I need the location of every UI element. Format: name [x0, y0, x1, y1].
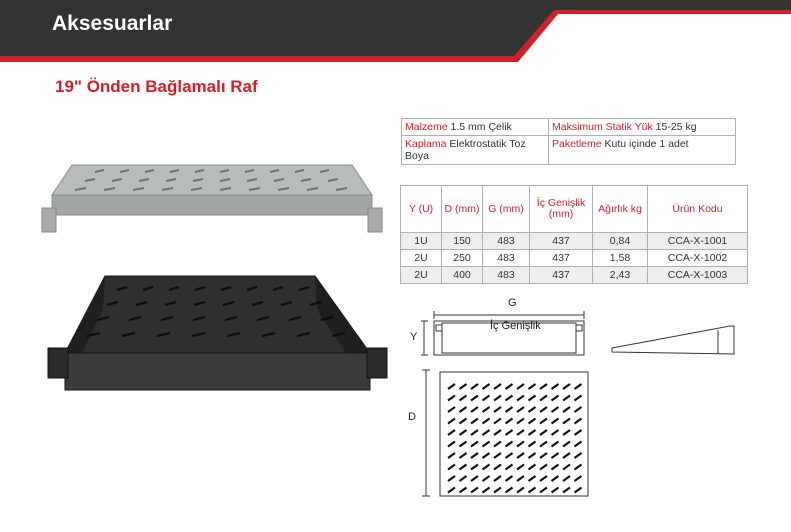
vent-slot	[448, 419, 455, 424]
vent-slot	[448, 465, 455, 470]
vent-slot	[471, 430, 478, 435]
vent-slot	[471, 476, 478, 481]
vent-slot	[540, 384, 547, 389]
spec-material-label: Malzeme	[405, 121, 448, 133]
vent-slot	[529, 396, 536, 401]
vent-slot	[460, 384, 467, 389]
vent-slot	[483, 419, 490, 424]
vent-slot	[494, 465, 501, 470]
table-header-cell: İç Genişlik (mm)	[530, 186, 593, 233]
spec-coating-label: Kaplama	[405, 138, 447, 150]
depth-label: D	[408, 411, 416, 423]
vent-slot	[494, 442, 501, 447]
table-header-cell: Y (U)	[401, 186, 442, 233]
spec-material-value: 1.5 mm Çelik	[450, 121, 512, 133]
table-row	[401, 267, 748, 284]
vent-slot	[540, 465, 547, 470]
vent-slot	[575, 419, 582, 424]
vent-slot	[494, 476, 501, 481]
vent-slot	[540, 488, 547, 493]
table-header-row	[401, 186, 748, 233]
vent-slot	[506, 476, 513, 481]
vent-slot	[517, 442, 524, 447]
vent-slot	[471, 442, 478, 447]
vent-slot	[460, 407, 467, 412]
front-view-drawing	[420, 305, 590, 365]
table-cell: 437	[530, 233, 593, 250]
vent-slot	[517, 396, 524, 401]
vent-slot	[483, 465, 490, 470]
vent-slot	[552, 442, 559, 447]
vent-slot	[460, 453, 467, 458]
vent-slot	[563, 488, 570, 493]
vent-slot	[448, 407, 455, 412]
vent-slot	[460, 476, 467, 481]
vent-slot	[471, 453, 478, 458]
vent-slot	[448, 396, 455, 401]
table-cell: 1,58	[593, 250, 648, 267]
vent-slot	[563, 407, 570, 412]
table-cell: 437	[530, 267, 593, 284]
vent-slot	[448, 476, 455, 481]
vent-slot	[575, 384, 582, 389]
spec-max-load-cell	[549, 119, 736, 136]
table-cell: 400	[442, 267, 483, 284]
table-header-cell: D (mm)	[442, 186, 483, 233]
vent-slot	[517, 453, 524, 458]
width-label: G	[508, 297, 517, 309]
vent-slot	[471, 384, 478, 389]
vent-slot	[460, 396, 467, 401]
vent-slot	[494, 407, 501, 412]
vent-slot	[471, 488, 478, 493]
vent-slot	[575, 396, 582, 401]
vent-slot	[460, 442, 467, 447]
vent-slot	[460, 465, 467, 470]
vent-slot	[506, 430, 513, 435]
vent-slot	[448, 430, 455, 435]
vent-slot	[552, 465, 559, 470]
vent-slot	[552, 453, 559, 458]
vent-slot	[540, 396, 547, 401]
vent-slot	[517, 384, 524, 389]
vent-slot	[483, 453, 490, 458]
vent-slot	[506, 465, 513, 470]
vent-slot	[506, 419, 513, 424]
vent-slot	[517, 430, 524, 435]
vent-slot	[471, 396, 478, 401]
vent-slot	[540, 453, 547, 458]
height-label: Y	[410, 331, 418, 343]
vent-slot	[529, 488, 536, 493]
header-bar	[0, 0, 791, 62]
vent-slot	[471, 419, 478, 424]
product-table	[400, 185, 748, 284]
spec-coating-cell	[402, 136, 549, 165]
vent-slot	[460, 419, 467, 424]
vent-slot	[563, 396, 570, 401]
vent-slot	[540, 419, 547, 424]
table-cell: 1U	[401, 233, 442, 250]
vent-slot	[494, 488, 501, 493]
vent-slot	[506, 396, 513, 401]
top-view-drawing	[418, 368, 598, 498]
table-row	[401, 250, 748, 267]
vent-slot	[529, 407, 536, 412]
table-cell: 0,84	[593, 233, 648, 250]
table-cell: 483	[483, 233, 530, 250]
vent-slot	[563, 476, 570, 481]
vent-slot	[517, 476, 524, 481]
table-cell: 2U	[401, 267, 442, 284]
vent-slot	[529, 419, 536, 424]
vent-slot	[575, 407, 582, 412]
vent-slot	[471, 465, 478, 470]
vent-slot	[517, 488, 524, 493]
vent-slot	[575, 476, 582, 481]
spec-coating-value: Elektrostatik Toz Boya	[405, 138, 526, 162]
spec-packaging-label: Paketleme	[552, 138, 602, 150]
vent-slot	[483, 476, 490, 481]
vent-slot	[448, 453, 455, 458]
vent-slot	[529, 430, 536, 435]
inner-width-label: İç Genişlik	[490, 320, 541, 332]
shelf-image-dark	[45, 268, 395, 403]
vent-slot	[460, 488, 467, 493]
vent-slot	[563, 419, 570, 424]
table-cell: 150	[442, 233, 483, 250]
table-cell: CCA-X-1003	[648, 267, 748, 284]
vent-slot	[471, 407, 478, 412]
vent-slot	[460, 430, 467, 435]
vent-slot	[563, 453, 570, 458]
vent-slot	[540, 407, 547, 412]
table-cell: 2U	[401, 250, 442, 267]
vent-slot	[540, 442, 547, 447]
vent-slot	[494, 396, 501, 401]
product-title: 19" Önden Bağlamalı Raf	[55, 77, 258, 96]
vent-slot	[529, 453, 536, 458]
shelf-image-light	[40, 160, 390, 240]
vent-slot	[483, 430, 490, 435]
vent-slot	[552, 476, 559, 481]
spec-packaging-value: Kutu içinde 1 adet	[604, 138, 689, 150]
vent-slot	[448, 488, 455, 493]
vent-slot	[563, 430, 570, 435]
vent-slot	[483, 442, 490, 447]
vent-slot	[563, 465, 570, 470]
vent-slot	[575, 465, 582, 470]
table-cell: 437	[530, 250, 593, 267]
vent-slot	[517, 419, 524, 424]
table-header-cell: Ürün Kodu	[648, 186, 748, 233]
vent-slot	[448, 384, 455, 389]
vent-slot	[540, 430, 547, 435]
vent-slot	[575, 442, 582, 447]
vent-slot	[529, 476, 536, 481]
vent-slot	[483, 488, 490, 493]
vent-slot	[552, 396, 559, 401]
vent-slot	[552, 488, 559, 493]
table-cell: 2,43	[593, 267, 648, 284]
spec-max-load-label: Maksimum Statik Yük	[552, 121, 653, 133]
vent-slot	[552, 430, 559, 435]
side-view-drawing	[608, 322, 738, 358]
table-cell: 250	[442, 250, 483, 267]
spec-material-cell	[402, 119, 549, 136]
vent-slot	[517, 465, 524, 470]
table-header-cell: Ağırlık kg	[593, 186, 648, 233]
vent-slot	[506, 442, 513, 447]
vent-slot	[494, 453, 501, 458]
table-cell: 483	[483, 250, 530, 267]
header-title: Aksesuarlar	[52, 12, 173, 35]
vent-slot	[483, 384, 490, 389]
spec-table	[401, 118, 736, 165]
vent-slot	[575, 453, 582, 458]
vent-slot	[483, 407, 490, 412]
vent-slot	[575, 430, 582, 435]
vent-slot	[506, 384, 513, 389]
vent-slot	[494, 430, 501, 435]
vent-slot	[552, 419, 559, 424]
vent-slot	[552, 407, 559, 412]
table-row	[401, 233, 748, 250]
table-cell: CCA-X-1001	[648, 233, 748, 250]
vent-slot	[517, 407, 524, 412]
vent-slot	[506, 488, 513, 493]
spec-max-load-value: 15-25 kg	[655, 121, 697, 133]
vent-slot	[529, 465, 536, 470]
vent-slot	[448, 442, 455, 447]
vent-slot	[506, 453, 513, 458]
vent-slot	[483, 396, 490, 401]
table-header-cell: G (mm)	[483, 186, 530, 233]
vent-slot	[575, 488, 582, 493]
vent-slot	[529, 442, 536, 447]
table-cell: CCA-X-1002	[648, 250, 748, 267]
vent-slot	[552, 384, 559, 389]
vent-slot	[494, 384, 501, 389]
vent-slot	[506, 407, 513, 412]
vent-slot	[494, 419, 501, 424]
spec-packaging-cell	[549, 136, 736, 165]
vent-slot	[529, 384, 536, 389]
vent-slot	[563, 442, 570, 447]
vent-slot	[540, 476, 547, 481]
table-cell: 483	[483, 267, 530, 284]
vent-slot	[563, 384, 570, 389]
